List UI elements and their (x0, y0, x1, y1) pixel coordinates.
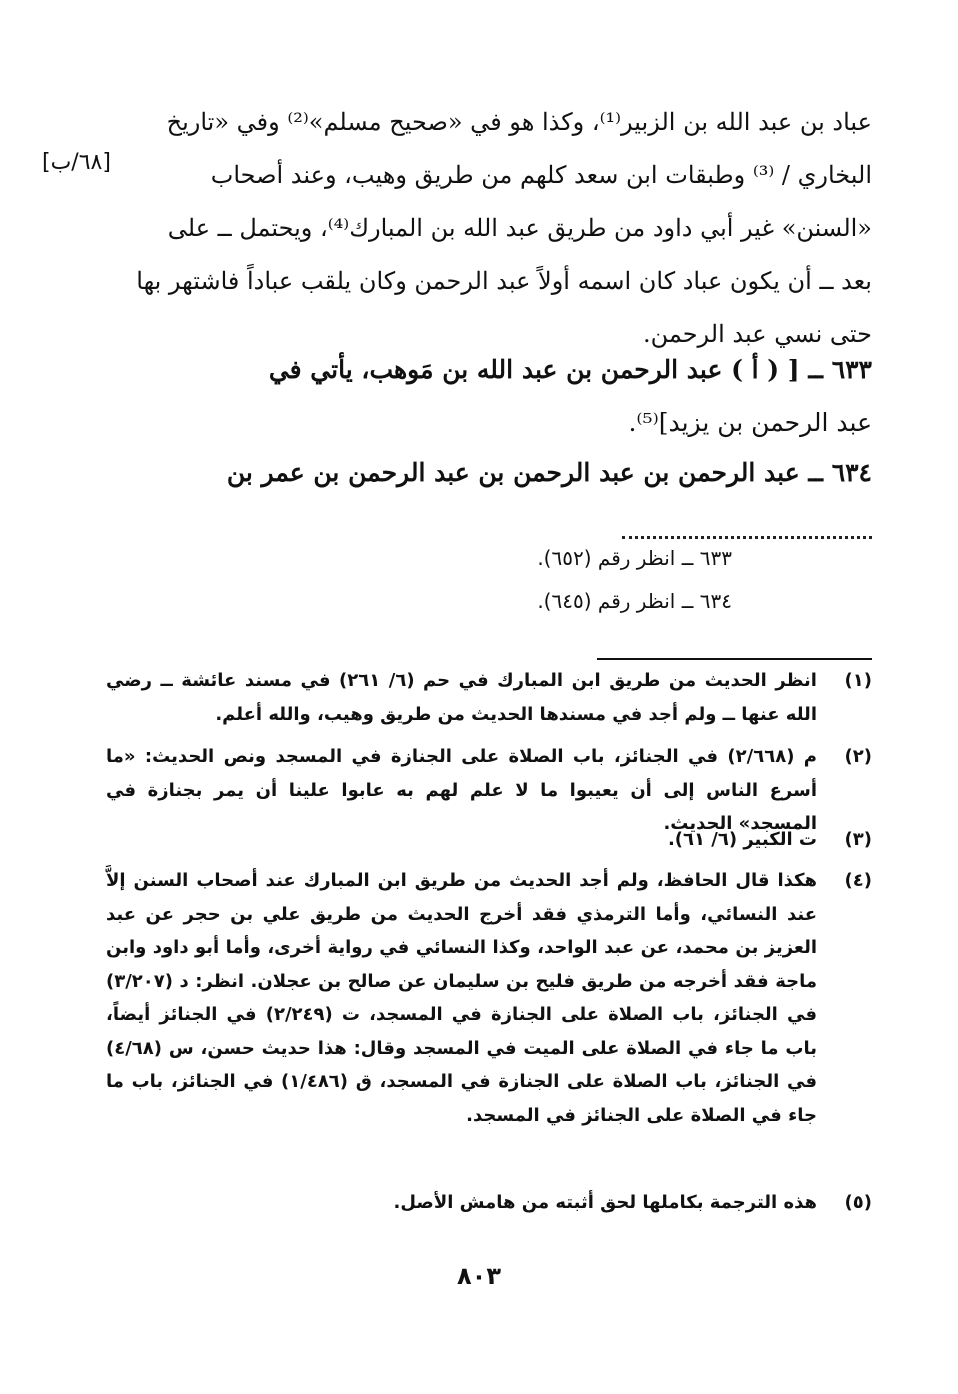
main-text (108, 96, 872, 361)
cross-ref-634: ٦٣٤ ــ انظر رقم (٦٤٥). (537, 589, 732, 613)
body-line: بعد ــ أن يكون عباد كان اسمه أولاً عبد الرحمن وكان يلقب عباداً فاشتهر بها (136, 267, 872, 295)
footnote-text: انظر الحديث من طريق ابن المبارك في حم (٦/ ٢٦١) في مسند عائشة ــ رضي الله عنها ــ ولم أجد في مسندها الحديث من طريق وهيب، والله أعلم. (106, 670, 817, 725)
footnote-1 (106, 664, 872, 731)
footnote-5 (106, 1186, 872, 1220)
body-line: «السنن» غير أبي داود من طريق عبد الله بن المبارك⁽⁴⁾، ويحتمل ــ على (167, 214, 872, 242)
cross-ref-633: ٦٣٣ ــ انظر رقم (٦٥٢). (537, 546, 732, 570)
margin-folio-note: [٦٨/ب] (42, 150, 111, 175)
footnote-text: هذه الترجمة بكاملها لحق أثبته من هامش الأصل. (393, 1192, 817, 1213)
footnote-text: هكذا قال الحافظ، ولم أجد الحديث من طريق ابن المبارك عند أصحاب السنن إلاَّ عند النسائي، وأما الترمذي فقد أخرج الحديث من طريق علي بن حجر عن عبد العزيز بن محمد، عن عبد الواحد، وكذا النسائي في رواية أخرى، وأما أبو داود وابن ماجة فقد أخرجه من طريق فليح بن سليمان عن صالح بن عجلان. انظر: د (٣/٢٠٧) في الجنائز، باب الصلاة على الجنازة في المسجد، ت (٢/٢٤٩) في الجنائز أيضاً، باب ما جاء في الصلاة على الميت في المسجد وقال: هذا حديث حسن، س (٤/٦٨) في الجنائز، باب الصلاة على الجنازة في المسجد، ق (١/٤٨٦) في الجنائز، باب ما جاء في الصلاة على الجنائز في المسجد. (106, 870, 818, 1126)
entry-633 (108, 343, 872, 449)
body-line: البخاري / ⁽³⁾ وطبقات ابن سعد كلهم من طريق وهيب، وعند أصحاب (210, 161, 872, 189)
page-number: ٨٠٣ (457, 1262, 501, 1290)
footnote-text: ت الكبير (٦/ ٦١). (667, 829, 817, 850)
body-line: حتى نسي عبد الرحمن. (642, 320, 872, 348)
entry-634 (108, 446, 872, 499)
footnote-number: (٢) (844, 746, 872, 767)
footnote-text: م (٢/٦٦٨) في الجنائز، باب الصلاة على الجنازة في المسجد ونص الحديث: «ما أسرع الناس إلى أن يعيبوا ما لا علم لهم به عابوا علينا أن يمر بجنازة في المسجد» الحديث. (106, 746, 818, 834)
footnote-number: (٥) (844, 1192, 872, 1213)
entry-633-line2: عبد الرحمن بن يزيد]⁽⁵⁾. (628, 408, 872, 437)
entry-634-line1: ٦٣٤ ــ عبد الرحمن بن عبد الرحمن بن عبد الرحمن بن عمر بن (226, 458, 872, 487)
footnote-3 (106, 823, 872, 857)
dotted-separator (622, 512, 872, 539)
footnote-4 (106, 864, 872, 1132)
footnote-number: (٤) (844, 870, 872, 891)
footnote-divider (597, 658, 872, 660)
body-line: عباد بن عبد الله بن الزبير⁽¹⁾، وكذا هو في «صحيح مسلم»⁽²⁾ وفي «تاريخ (166, 108, 872, 136)
entry-633-line1: ٦٣٣ ــ [ ( أ ) عبد الرحمن بن عبد الله بن مَوهب، يأتي في (268, 355, 872, 384)
footnote-number: (١) (844, 670, 872, 691)
footnote-number: (٣) (844, 829, 872, 850)
